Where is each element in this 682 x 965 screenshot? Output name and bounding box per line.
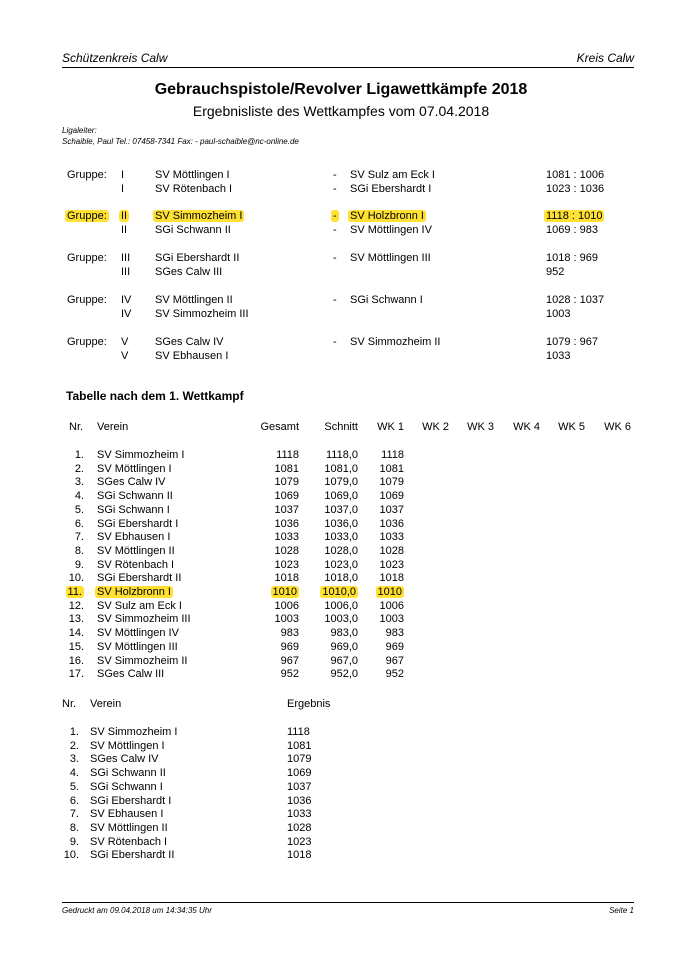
row-wk1: 1028 [379,544,404,557]
row-nr: 7. [74,531,84,544]
col-gesamt: Gesamt [260,421,299,433]
row-nr: 4. [74,490,84,503]
row-wk1: 1018 [379,572,404,585]
row-gesamt: 1037 [274,503,299,516]
pairing-score: 952 [546,266,565,278]
row-schnitt: 1010,0 [322,586,356,598]
row-schnitt: 1033,0 [324,531,358,544]
col-wk6: WK 6 [604,421,631,433]
row-gesamt: 952 [280,668,299,681]
header-rule [62,67,634,68]
row-ergebnis: 1069 [287,767,312,780]
home-team: SGi Schwann II [155,224,231,236]
row-nr: 1. [69,726,79,738]
row-nr: 17. [68,668,84,681]
home-team: SGi Ebershardt II [155,252,240,264]
row-ergebnis: 1023 [287,835,312,848]
row-verein: SV Möttlingen I [97,462,172,475]
row-nr: 5. [69,780,79,793]
row-verein: SGi Ebershardt II [90,849,175,862]
group-label: Gruppe: [67,294,107,306]
pairing-dash: - [333,336,337,348]
home-team: SV Möttlingen I [155,169,230,181]
row-wk1: 1037 [379,503,404,516]
row-verein: SGi Schwann II [97,490,173,503]
home-team: SV Simmozheim III [155,308,249,320]
col-verein: Verein [97,421,129,433]
row-nr: 6. [74,517,84,530]
page-title: Gebrauchspistole/Revolver Ligawettkämpfe 2018 [154,81,528,98]
row-verein: SV Simmozheim I [97,449,185,461]
group-number: IV [121,294,132,306]
row-nr: 1. [74,449,84,461]
pairing-dash: - [333,294,337,306]
away-team: SV Simmozheim II [350,336,441,348]
footer-right: Seite 1 [609,906,634,915]
row-schnitt: 1081,0 [324,462,358,475]
home-team: SV Ebhausen I [155,350,229,362]
group-number: V [121,336,129,348]
row-verein: SV Möttlingen III [97,640,178,653]
row-ergebnis: 1037 [287,780,312,793]
row-ergebnis: 1028 [287,821,312,834]
pairing-dash: - [333,183,337,195]
row-nr: 9. [74,558,84,571]
pairing-dash: - [333,169,337,181]
row-verein: SV Ebhausen I [90,808,164,821]
row-schnitt: 1003,0 [324,613,358,626]
row-verein: SV Möttlingen I [90,739,165,752]
row-verein: SV Ebhausen I [97,531,171,544]
away-team: SV Möttlingen IV [350,224,432,236]
col-wk3: WK 3 [467,421,494,433]
group-number: II [121,210,128,222]
group-number: IV [121,308,132,320]
row-schnitt: 969,0 [330,640,358,653]
group-number: III [121,252,131,264]
row-schnitt: 1118,0 [325,449,358,461]
row-verein: SV Holzbronn I [97,586,171,598]
row-nr: 3. [69,753,79,766]
row-ergebnis: 1033 [287,808,312,821]
row-wk1: 1006 [379,599,404,612]
row-gesamt: 1036 [274,517,299,530]
row-gesamt: 1006 [274,599,299,612]
row-nr: 5. [74,503,84,516]
row-gesamt: 983 [280,627,299,640]
row-schnitt: 1069,0 [324,490,358,503]
row-gesamt: 967 [280,654,299,667]
row-verein: SGes Calw IV [90,753,159,766]
row-wk1: 1081 [379,462,404,475]
ligaleiter-contact: Schaible, Paul Tel.: 07458-7341 Fax: - paul-schaible@nc-online.de [62,137,299,146]
col-wk5: WK 5 [558,421,585,433]
row-nr: 14. [68,627,84,640]
header-left: Schützenkreis Calw [62,51,168,65]
col-nr: Nr. [62,698,77,710]
pairing-score: 1018 : 969 [546,252,598,264]
row-wk1: 969 [385,640,404,653]
row-verein: SGes Calw IV [97,476,166,489]
col-wk4: WK 4 [513,421,540,433]
row-nr: 16. [68,654,84,667]
row-wk1: 967 [385,654,404,667]
row-schnitt: 1037,0 [324,503,358,516]
group-label: Gruppe: [67,169,107,181]
row-verein: SV Möttlingen II [90,821,168,834]
pairing-dash: - [333,252,337,264]
pairing-score: 1118 : 1010 [546,210,603,222]
row-nr: 10. [68,572,84,585]
row-wk1: 1010 [377,586,402,598]
row-wk1: 952 [385,668,404,681]
row-gesamt: 1033 [274,531,299,544]
pairing-score: 1033 [546,350,571,362]
row-schnitt: 1028,0 [324,544,358,557]
away-team: SV Möttlingen III [350,252,431,264]
header-right: Kreis Calw [576,51,634,65]
group-number: I [121,183,125,195]
row-schnitt: 1079,0 [324,476,358,489]
row-gesamt: 1028 [274,544,299,557]
row-wk1: 1118 [381,449,404,461]
away-team: SGi Ebershardt I [350,183,432,195]
group-number: II [121,224,128,236]
table1-title: Tabelle nach dem 1. Wettkampf [66,389,244,403]
pairing-score: 1079 : 967 [546,336,598,348]
row-ergebnis: 1118 [287,726,310,738]
row-schnitt: 967,0 [330,654,358,667]
row-nr: 2. [69,739,79,752]
col-schnitt: Schnitt [324,421,358,433]
row-gesamt: 1118 [276,449,299,461]
row-verein: SV Möttlingen II [97,544,175,557]
group-label: Gruppe: [67,252,107,264]
row-ergebnis: 1018 [287,849,312,862]
pairing-dash: - [333,224,337,236]
row-verein: SGi Ebershardt II [97,572,182,585]
pairing-dash: - [333,210,337,222]
row-gesamt: 969 [280,640,299,653]
row-nr: 15. [68,640,84,653]
row-schnitt: 1023,0 [324,558,358,571]
row-wk1: 1033 [379,531,404,544]
home-team: SV Möttlingen II [155,294,233,306]
row-verein: SV Rötenbach I [97,558,175,571]
row-nr: 4. [69,767,79,780]
row-ergebnis: 1079 [287,753,312,766]
row-wk1: 1036 [379,517,404,530]
ligaleiter-label: Ligaleiter: [62,126,97,135]
home-team: SGes Calw III [155,266,223,278]
row-nr: 8. [69,821,79,834]
col-nr: Nr. [69,421,84,433]
row-verein: SV Simmozheim I [90,726,178,738]
row-verein: SV Möttlingen IV [97,627,179,640]
row-nr: 13. [68,613,84,626]
row-nr: 3. [74,476,84,489]
row-schnitt: 952,0 [330,668,358,681]
row-wk1: 1069 [379,490,404,503]
page-subtitle: Ergebnisliste des Wettkampfes vom 07.04.2018 [192,103,490,119]
row-nr: 9. [69,835,79,848]
away-team: SV Sulz am Eck I [350,169,435,181]
group-number: III [121,266,131,278]
row-gesamt: 1018 [274,572,299,585]
row-wk1: 1023 [379,558,404,571]
group-number: V [121,350,129,362]
row-wk1: 983 [385,627,404,640]
row-verein: SV Simmozheim III [97,613,191,626]
row-schnitt: 1006,0 [324,599,358,612]
row-verein: SGi Schwann I [97,503,170,516]
row-wk1: 1003 [379,613,404,626]
row-schnitt: 1018,0 [324,572,358,585]
footer-left: Gedruckt am 09.04.2018 um 14:34:35 Uhr [62,906,212,915]
row-ergebnis: 1036 [287,794,312,807]
row-verein: SGes Calw III [97,668,165,681]
footer-rule [62,902,634,903]
row-gesamt: 1081 [274,462,299,475]
row-nr: 12. [68,599,84,612]
row-verein: SGi Schwann I [90,780,163,793]
row-gesamt: 1069 [274,490,299,503]
row-gesamt: 1003 [274,613,299,626]
row-nr: 10. [63,849,79,862]
pairing-score: 1081 : 1006 [546,169,605,181]
row-nr: 7. [69,808,79,821]
away-team: SGi Schwann I [350,294,423,306]
pairing-score: 1028 : 1037 [546,294,605,306]
col-verein: Verein [90,698,122,710]
group-label: Gruppe: [67,336,107,348]
row-verein: SV Sulz am Eck I [97,599,182,612]
row-schnitt: 983,0 [330,627,358,640]
row-gesamt: 1079 [274,476,299,489]
row-gesamt: 1010 [272,586,297,598]
col-wk2: WK 2 [422,421,449,433]
row-verein: SV Simmozheim II [97,654,188,667]
row-verein: SV Rötenbach I [90,835,168,848]
row-schnitt: 1036,0 [324,517,358,530]
pairing-score: 1023 : 1036 [546,183,605,195]
row-nr: 11. [67,586,82,598]
row-nr: 8. [74,544,84,557]
row-verein: SGi Schwann II [90,767,166,780]
group-number: I [121,169,125,181]
row-verein: SGi Ebershardt I [90,794,172,807]
row-verein: SGi Ebershardt I [97,517,179,530]
row-gesamt: 1023 [274,558,299,571]
away-team: SV Holzbronn I [350,210,424,222]
row-nr: 2. [74,462,84,475]
home-team: SV Rötenbach I [155,183,233,195]
group-label: Gruppe: [67,210,107,222]
col-wk1: WK 1 [377,421,404,433]
pairing-score: 1069 : 983 [546,224,598,236]
row-wk1: 1079 [379,476,404,489]
home-team: SV Simmozheim I [155,210,243,222]
home-team: SGes Calw IV [155,336,224,348]
row-nr: 6. [69,794,79,807]
col-ergebnis: Ergebnis [287,698,331,710]
pairing-score: 1003 [546,308,571,320]
row-ergebnis: 1081 [287,739,312,752]
